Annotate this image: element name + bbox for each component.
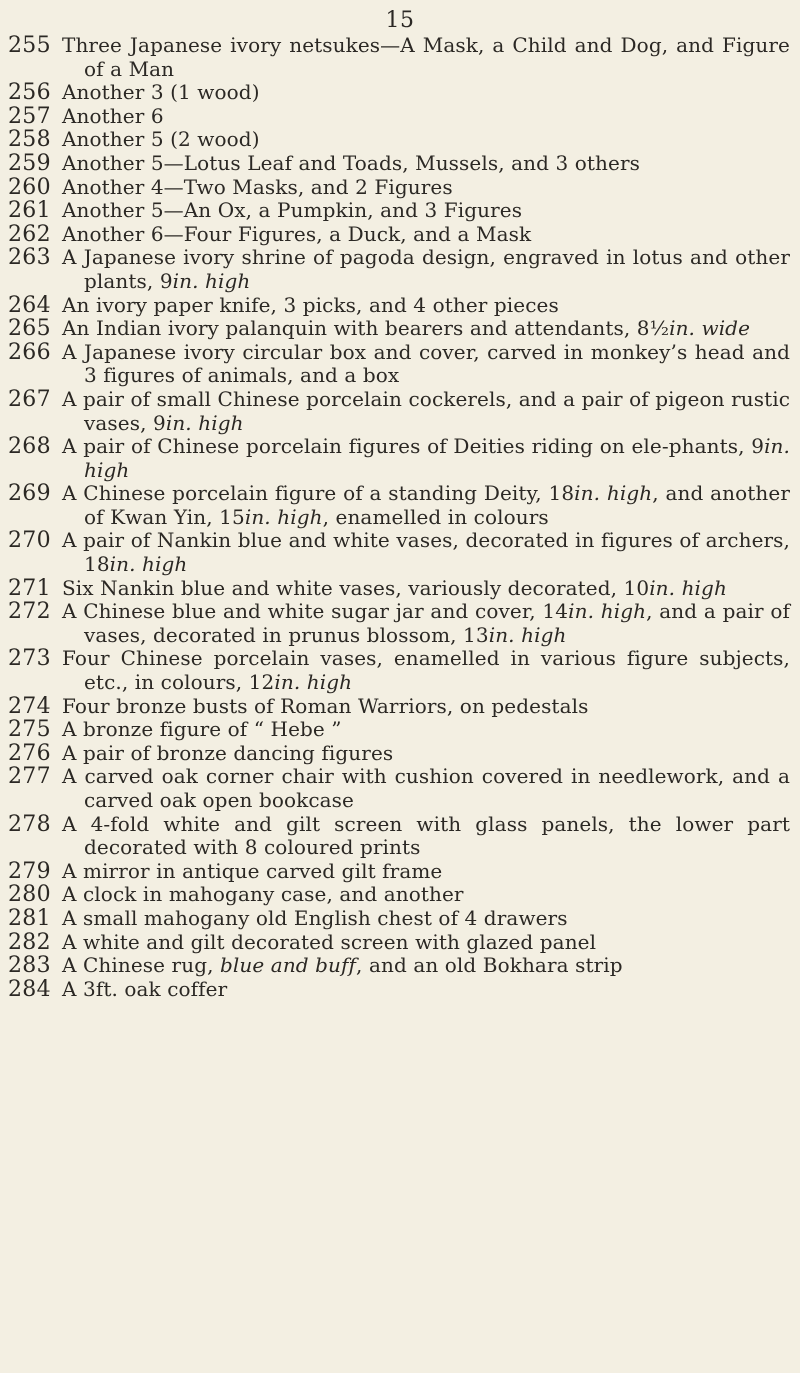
lot-number: 277 <box>8 764 51 790</box>
lot-list <box>0 34 800 1001</box>
lot-item <box>0 388 800 435</box>
page-number: 15 <box>385 8 415 33</box>
lot-item <box>0 81 800 105</box>
lot-number: 274 <box>8 693 51 719</box>
lot-number: 258 <box>8 127 51 153</box>
lot-number: 265 <box>8 316 51 342</box>
lot-number: 269 <box>8 481 51 507</box>
lot-description: A pair of bronze dancing figures <box>62 740 394 765</box>
lot-number: 270 <box>8 528 51 554</box>
lot-item <box>0 34 800 81</box>
lot-description: Another 6 <box>62 103 164 128</box>
lot-description: A pair of Chinese porcelain figures of Deities riding on ele-phants, 9in. high <box>62 434 790 482</box>
lot-item <box>0 883 800 907</box>
lot-item <box>0 199 800 223</box>
lot-item <box>0 742 800 766</box>
lot-number: 275 <box>8 717 51 743</box>
lot-item <box>0 529 800 576</box>
lot-number: 276 <box>8 740 51 766</box>
lot-item <box>0 647 800 694</box>
lot-number: 266 <box>8 339 51 365</box>
lot-description: A bronze figure of “ Hebe ” <box>62 717 342 742</box>
lot-item <box>0 482 800 529</box>
lot-item <box>0 718 800 742</box>
lot-number: 280 <box>8 882 51 908</box>
lot-item <box>0 246 800 293</box>
lot-description: A mirror in antique carved gilt frame <box>62 858 443 883</box>
lot-item <box>0 577 800 601</box>
lot-description: A carved oak corner chair with cushion covered in needlework, and a carved oak open bookcase <box>62 764 790 812</box>
lot-item <box>0 765 800 812</box>
lot-description: A white and gilt decorated screen with glazed panel <box>62 929 597 954</box>
lot-description: A Japanese ivory circular box and cover, carved in monkey’s head and 3 figures of animals, and a box <box>62 339 790 388</box>
lot-item <box>0 341 800 388</box>
lot-number: 263 <box>8 245 51 271</box>
lot-description: Another 6—Four Figures, a Duck, and a Mask <box>62 221 532 246</box>
lot-number: 264 <box>8 292 51 318</box>
lot-description: Another 5—An Ox, a Pumpkin, and 3 Figures <box>62 198 523 223</box>
lot-number: 271 <box>8 575 51 601</box>
lot-description: A Japanese ivory shrine of pagoda design, engraved in lotus and other plants, 9in. high <box>62 245 790 293</box>
lot-item <box>0 128 800 152</box>
lot-item <box>0 435 800 482</box>
lot-number: 272 <box>8 599 51 625</box>
lot-description: A Chinese rug, blue and buff, and an old Bokhara strip <box>62 953 623 978</box>
lot-number: 268 <box>8 434 51 460</box>
lot-number: 278 <box>8 811 51 837</box>
lot-item <box>0 600 800 647</box>
lot-number: 261 <box>8 198 51 224</box>
lot-number: 259 <box>8 150 51 176</box>
lot-description: A pair of Nankin blue and white vases, decorated in figures of archers, 18in. high <box>62 528 790 577</box>
lot-description: Another 3 (1 wood) <box>62 80 260 105</box>
lot-description: A 4-fold white and gilt screen with glass panels, the lower part decorated with 8 coloured prints <box>62 811 790 860</box>
lot-number: 262 <box>8 221 51 247</box>
lot-description: An Indian ivory palanquin with bearers and attendants, 8½in. wide <box>62 316 751 341</box>
lot-number: 255 <box>8 33 51 58</box>
lot-number: 260 <box>8 174 51 200</box>
lot-item <box>0 907 800 931</box>
lot-item <box>0 860 800 884</box>
lot-number: 284 <box>8 976 51 1002</box>
lot-item <box>0 105 800 129</box>
lot-description: A Chinese blue and white sugar jar and cover, 14in. high, and a pair of vases, decorated in prunus blossom, 13in. high <box>62 599 790 647</box>
lot-item <box>0 954 800 978</box>
lot-item <box>0 695 800 719</box>
lot-item <box>0 317 800 341</box>
lot-number: 273 <box>8 646 51 672</box>
lot-item <box>0 978 800 1002</box>
lot-description: An ivory paper knife, 3 picks, and 4 other pieces <box>62 292 559 317</box>
lot-item <box>0 223 800 247</box>
lot-item <box>0 813 800 860</box>
lot-number: 267 <box>8 386 51 412</box>
lot-number: 256 <box>8 80 51 106</box>
lot-description: Another 4—Two Masks, and 2 Figures <box>62 174 453 199</box>
lot-number: 282 <box>8 929 51 955</box>
lot-description: A Chinese porcelain figure of a standing Deity, 18in. high, and another of Kwan Yin, 15in. high, enamelled in colours <box>62 481 790 529</box>
lot-description: Another 5—Lotus Leaf and Toads, Mussels, and 3 others <box>62 150 640 175</box>
lot-item <box>0 152 800 176</box>
lot-description: A pair of small Chinese porcelain cockerels, and a pair of pigeon rustic vases, 9in. high <box>62 386 791 435</box>
lot-description: Four Chinese porcelain vases, enamelled in various figure subjects, etc., in colours, 12in. high <box>62 646 790 695</box>
lot-description: A 3ft. oak coffer <box>62 976 228 1001</box>
lot-description: A clock in mahogany case, and another <box>62 882 464 907</box>
lot-description: Four bronze busts of Roman Warriors, on pedestals <box>62 693 589 718</box>
lot-item <box>0 931 800 955</box>
lot-description: Another 5 (2 wood) <box>62 127 260 152</box>
lot-number: 283 <box>8 953 51 979</box>
lot-item <box>0 176 800 200</box>
lot-item <box>0 294 800 318</box>
lot-description: Three Japanese ivory netsukes—A Mask, a Child and Dog, and Figure of a Man <box>62 33 790 81</box>
lot-description: Six Nankin blue and white vases, variously decorated, 10in. high <box>62 575 727 600</box>
lot-description: A small mahogany old English chest of 4 drawers <box>62 905 568 930</box>
lot-number: 279 <box>8 858 51 884</box>
lot-number: 257 <box>8 103 51 129</box>
lot-number: 281 <box>8 905 51 931</box>
